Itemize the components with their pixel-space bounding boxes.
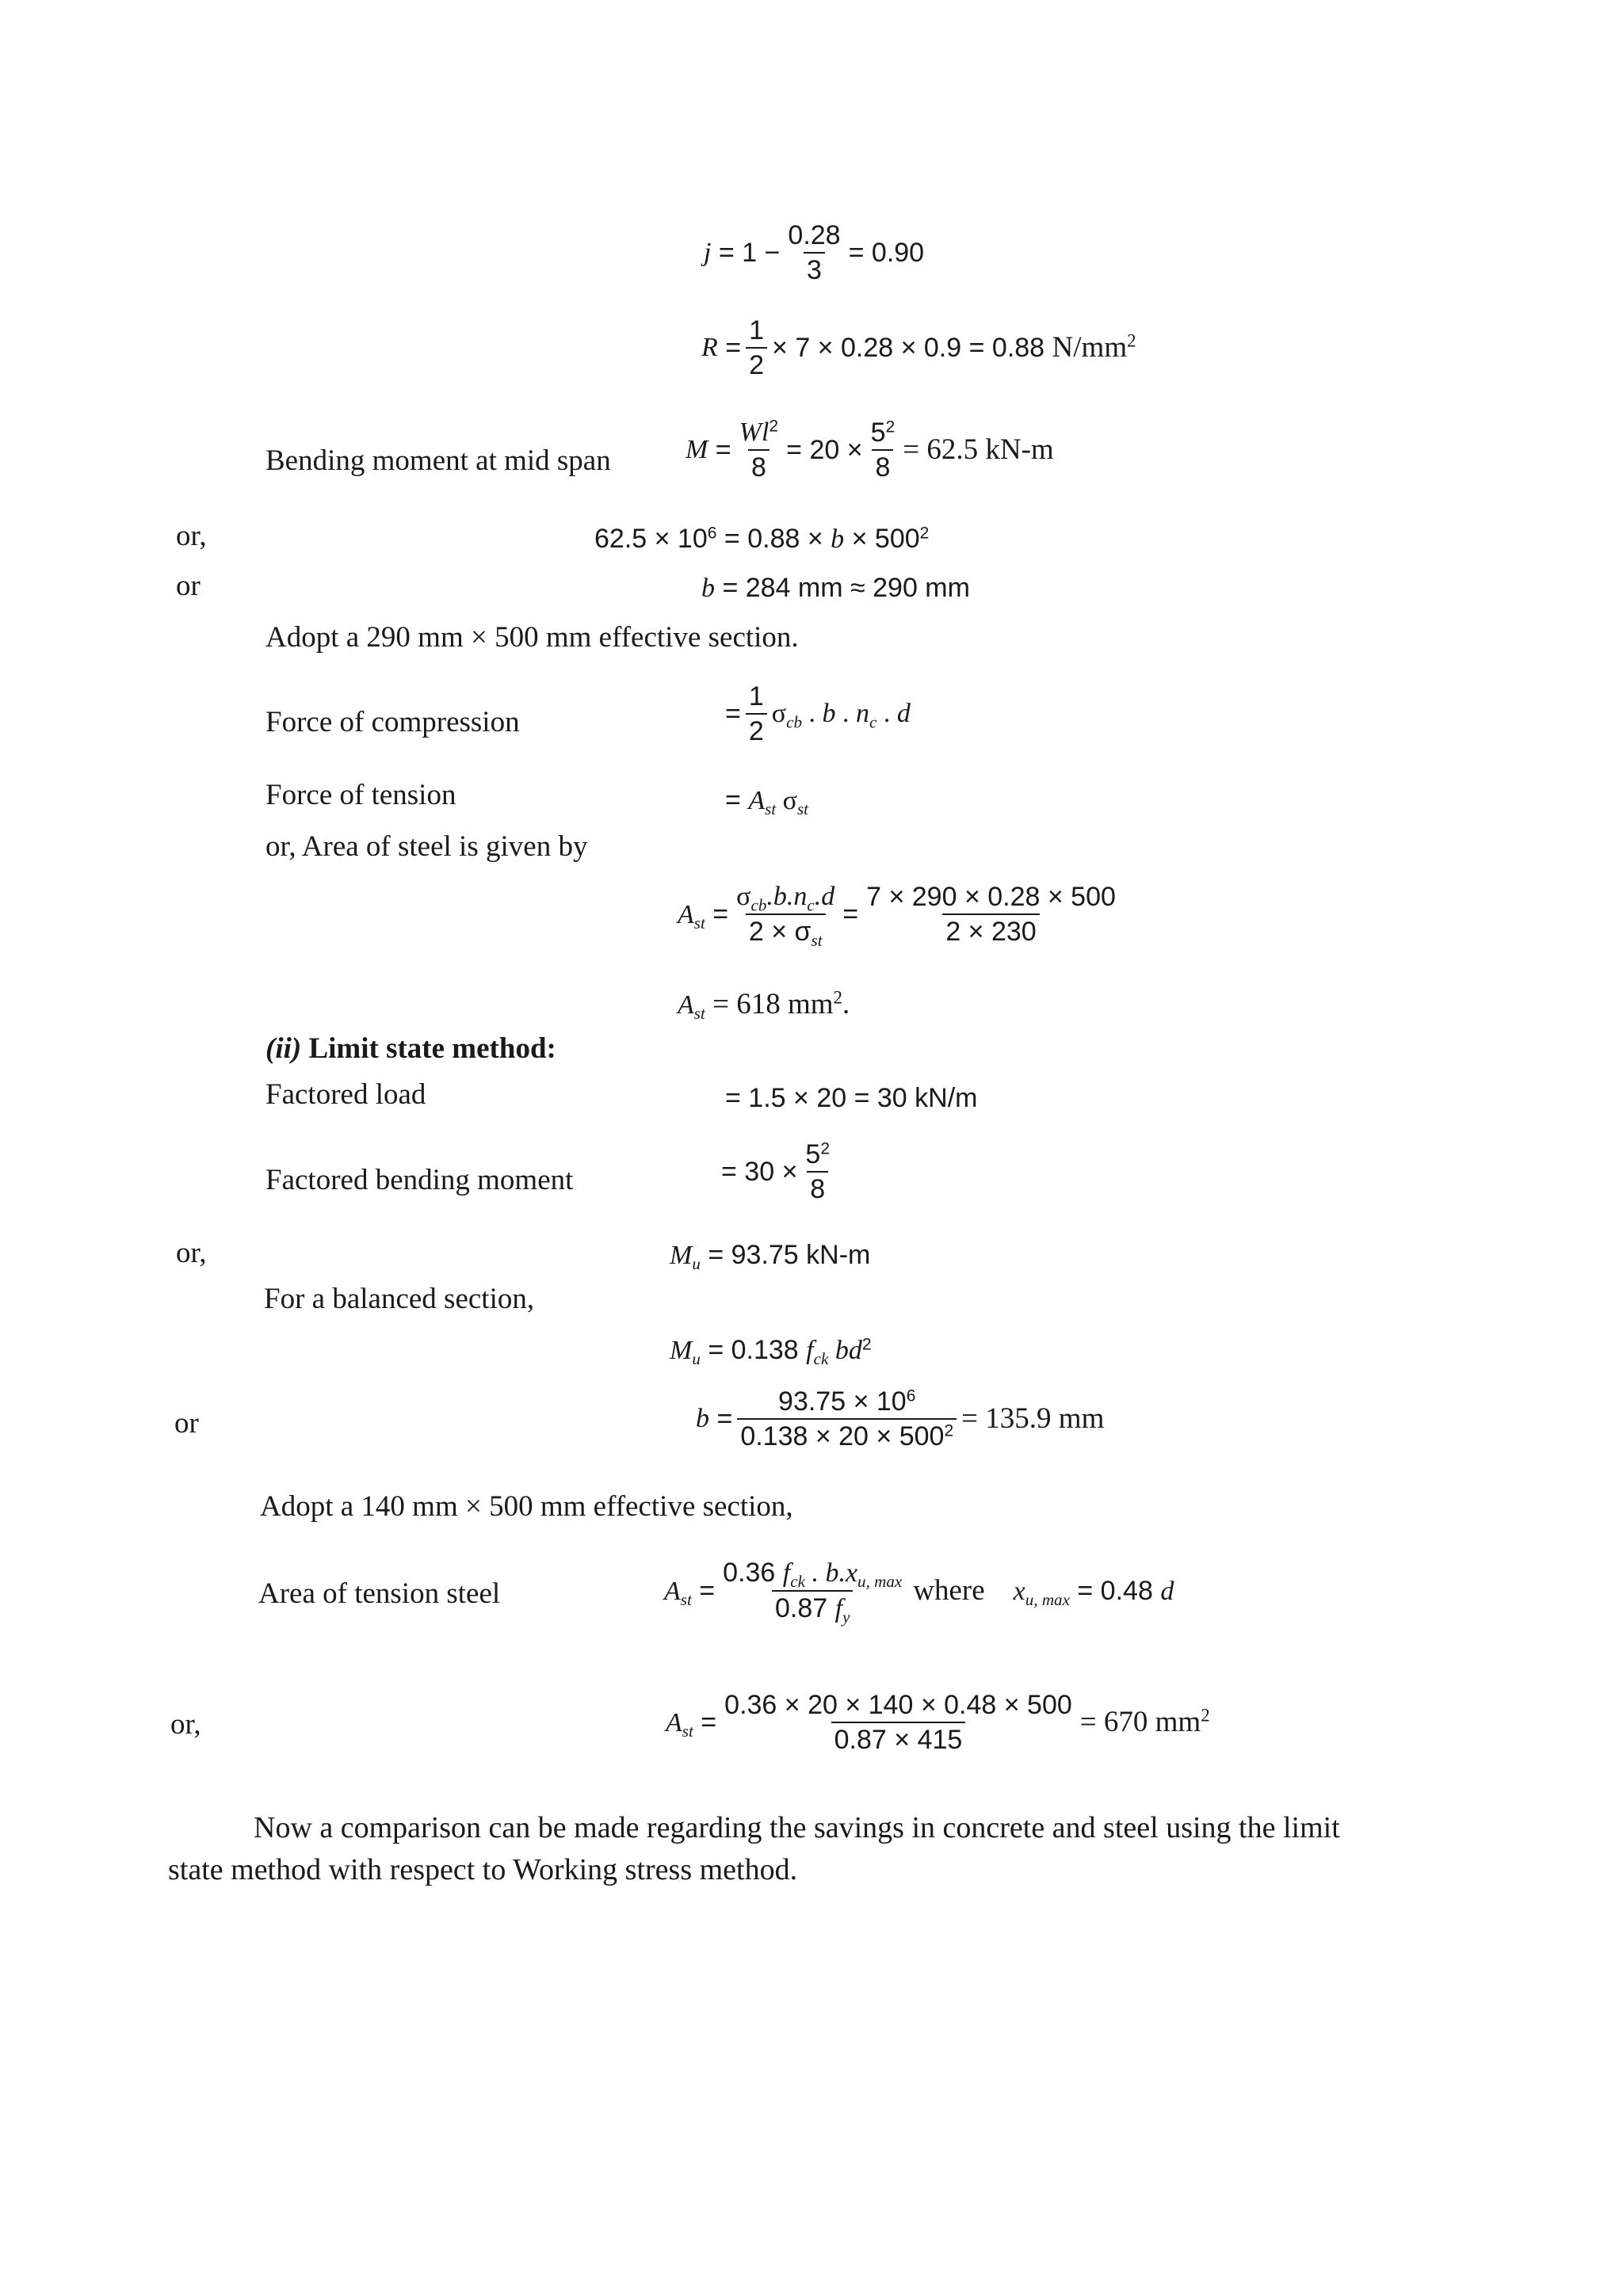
eq-sign: = — [716, 1404, 733, 1434]
sigma: σ — [776, 786, 797, 815]
subscript: st — [693, 1004, 705, 1024]
numerator: 1 — [748, 681, 764, 711]
numerator — [720, 1559, 905, 1590]
superscript: 2 — [769, 417, 779, 436]
adopt-section-140: Adopt a 140 mm × 500 mm effective section, — [260, 1490, 793, 1523]
subscript: st — [682, 1721, 693, 1741]
equation-force-compression — [725, 683, 911, 745]
subscript: st — [765, 799, 777, 819]
eq-part: .b.n — [766, 882, 808, 911]
num-text: 0.36 — [723, 1558, 783, 1588]
eq-result: = 135.9 mm — [961, 1402, 1105, 1435]
eq-part: = 20 × — [786, 434, 863, 465]
eq-sign: = — [842, 899, 859, 929]
num-text: 93.75 × 10 — [778, 1386, 907, 1417]
denominator — [746, 913, 826, 951]
denominator: 2 — [746, 713, 767, 745]
or-label: or, — [176, 1237, 207, 1269]
fraction — [863, 883, 1119, 945]
denominator: 8 — [748, 449, 769, 481]
eq-result: = 62.5 kN-m — [903, 433, 1054, 466]
numerator — [733, 883, 838, 913]
numerator — [802, 1141, 833, 1171]
fraction — [868, 419, 899, 481]
fraction — [746, 683, 767, 745]
conclusion-line-1: Now a comparison can be made regarding the savings in concrete and steel using the limit — [254, 1811, 1340, 1844]
equation-bending-moment — [685, 418, 1054, 481]
equation-factored-load: = 1.5 × 20 = 30 kN/m — [725, 1083, 978, 1113]
or-label: or, — [170, 1708, 201, 1741]
balanced-section-label: For a balanced section, — [264, 1283, 535, 1315]
equation-mu-93 — [670, 1238, 870, 1273]
var-f: f — [782, 1558, 791, 1588]
eq-part: . b.x — [804, 1558, 858, 1588]
eq-sign: = — [725, 333, 742, 363]
numerator: 1 — [749, 315, 765, 345]
numerator: 0.28 — [788, 220, 841, 250]
var-A: A — [678, 990, 694, 1020]
x-umax-condition — [1014, 1573, 1174, 1609]
subscript: st — [693, 913, 705, 933]
eq-part: = 284 mm ≈ 290 mm — [715, 573, 970, 603]
eq-part: 62.5 × 10 — [594, 524, 708, 554]
superscript: 2 — [833, 987, 842, 1008]
denominator: 0.87 × 415 — [831, 1722, 966, 1753]
subscript: cb — [786, 712, 803, 732]
equation-R — [701, 317, 1136, 379]
numerator: 7 × 290 × 0.28 × 500 — [866, 882, 1116, 912]
eq-sign: = — [725, 699, 741, 729]
fraction — [736, 418, 782, 481]
denominator — [772, 1590, 853, 1627]
equation-ast-limit-state — [664, 1558, 1174, 1627]
denominator — [737, 1418, 957, 1450]
superscript: 6 — [707, 524, 717, 543]
subscript: u, max — [1025, 1589, 1070, 1609]
var-f: f — [806, 1336, 814, 1365]
denominator: 2 × 230 — [942, 913, 1039, 945]
bending-moment-label: Bending moment at mid span — [265, 444, 611, 477]
adopt-section-290: Adopt a 290 mm × 500 mm effective section. — [265, 621, 799, 654]
var-d: d — [1160, 1576, 1174, 1606]
eq-part: = 0.88 × — [716, 524, 831, 554]
lhs — [678, 897, 705, 933]
section-title: Limit state method: — [301, 1032, 556, 1065]
var-R: R — [701, 333, 718, 362]
result-text: = 670 mm — [1079, 1706, 1201, 1738]
eq-sign: = — [699, 1576, 716, 1606]
var-M: M — [670, 1336, 693, 1365]
eq-part: = 30 × — [721, 1157, 798, 1187]
subscript: ck — [790, 1572, 805, 1592]
force-tension-label: Force of tension — [265, 779, 456, 811]
numerator — [736, 418, 782, 449]
denominator: 3 — [804, 252, 825, 284]
conclusion-line-2: state method with respect to Working stress method. — [168, 1853, 798, 1886]
equation-b-width — [701, 570, 970, 606]
subscript: u, max — [857, 1572, 903, 1592]
subscript: cb — [750, 895, 767, 915]
equation-ast-618 — [678, 987, 850, 1023]
var-b: b — [701, 574, 715, 603]
denominator: 8 — [807, 1171, 828, 1203]
limit-state-heading — [265, 1032, 556, 1066]
superscript: 2 — [919, 524, 930, 543]
subscript: u — [692, 1349, 701, 1369]
superscript: 2 — [861, 1335, 872, 1354]
eq-part: = 93.75 kN-m — [700, 1240, 871, 1270]
num-text: 5 — [805, 1139, 821, 1169]
lhs — [666, 1705, 693, 1741]
subscript: y — [842, 1608, 850, 1627]
superscript: 2 — [1127, 330, 1136, 351]
den-text: 2 × σ — [748, 917, 812, 947]
fraction — [721, 1691, 1075, 1753]
expression — [772, 696, 911, 731]
equation-ast-670 — [666, 1691, 1210, 1753]
equation-ast-working-stress — [678, 882, 1124, 951]
fraction — [802, 1141, 833, 1203]
sigma: σ — [771, 699, 787, 728]
factored-load-label: Factored load — [265, 1078, 426, 1111]
superscript: 2 — [885, 417, 896, 436]
eq-result: = 0.90 — [848, 238, 925, 268]
numerator — [775, 1388, 918, 1418]
equation-b-balanced — [696, 1388, 1104, 1450]
var-A: A — [748, 786, 766, 815]
section-number: (ii) — [265, 1032, 302, 1065]
var-j: j — [704, 238, 712, 267]
denominator: 2 — [746, 347, 767, 379]
where-label: where — [913, 1574, 985, 1607]
sigma: σ — [736, 882, 751, 911]
eq-sign: = — [701, 1707, 717, 1737]
eq-part: = 0.138 — [700, 1335, 807, 1365]
fraction — [720, 1558, 905, 1627]
subscript: st — [811, 931, 823, 951]
area-tension-steel-label: Area of tension steel — [258, 1577, 501, 1610]
subscript: c — [869, 712, 877, 732]
var-A: A — [664, 1576, 681, 1606]
or-label: or — [174, 1407, 199, 1440]
subscript: ck — [813, 1349, 829, 1369]
var-b: b — [696, 1404, 709, 1433]
equation-mu-balanced — [670, 1333, 872, 1368]
fraction — [737, 1388, 957, 1450]
fraction — [746, 317, 767, 379]
result — [705, 988, 850, 1020]
equation-force-tension — [725, 783, 808, 818]
force-compression-label: Force of compression — [265, 706, 520, 738]
numerator: 0.36 × 20 × 140 × 0.48 × 500 — [724, 1690, 1072, 1720]
eq-part: . — [876, 699, 897, 728]
eq-part: × 500 — [844, 524, 920, 554]
unit — [1052, 330, 1136, 365]
eq-part: = 618 mm — [705, 988, 834, 1020]
eq-part: . — [802, 699, 823, 728]
var-A: A — [666, 1707, 682, 1737]
numerator — [868, 419, 899, 449]
subscript: st — [680, 1589, 692, 1609]
equation-factored-bending-moment — [721, 1141, 838, 1203]
subscript: u — [692, 1254, 701, 1274]
var-x: x — [1013, 1576, 1025, 1606]
area-of-steel-label: or, Area of steel is given by — [265, 830, 588, 863]
eq-sign: = — [715, 434, 731, 465]
fraction — [785, 222, 843, 284]
equation-moment-capacity — [594, 521, 929, 557]
period: . — [842, 988, 850, 1020]
or-label: or — [176, 570, 200, 602]
superscript: 2 — [820, 1139, 831, 1158]
den-text: 0.87 — [774, 1593, 835, 1623]
factored-bending-moment-label: Factored bending moment — [265, 1164, 574, 1196]
eq-part: = 1 − — [718, 238, 781, 268]
var-d: d — [896, 699, 911, 728]
eq-part: . — [835, 699, 857, 728]
num-text: 5 — [870, 417, 886, 448]
fraction — [733, 882, 838, 951]
lhs — [664, 1573, 692, 1609]
subscript: c — [807, 895, 815, 915]
eq-sign: = — [725, 785, 749, 815]
var-M: M — [670, 1241, 693, 1270]
denominator: 8 — [872, 449, 893, 481]
den-text: 0.138 × 20 × 500 — [740, 1421, 945, 1451]
var-b: b — [831, 524, 845, 554]
superscript: 2 — [944, 1421, 954, 1440]
subscript: st — [796, 799, 809, 819]
eq-part: × 7 × 0.28 × 0.9 = 0.88 — [772, 333, 1045, 363]
var-A: A — [678, 899, 694, 929]
eq-part: = 0.48 — [1069, 1575, 1161, 1606]
unit-text: N/mm — [1052, 331, 1128, 364]
superscript: 6 — [906, 1386, 916, 1405]
eq-result — [1080, 1705, 1210, 1740]
var-n: n — [856, 699, 870, 728]
superscript: 2 — [1201, 1705, 1210, 1726]
var-f: f — [834, 1594, 843, 1623]
var-Wl: Wl — [739, 418, 769, 447]
eq-sign: = — [712, 899, 729, 929]
eq-part: .d — [814, 882, 835, 911]
eq-part: bd — [828, 1336, 862, 1365]
equation-j — [704, 222, 924, 284]
or-label: or, — [176, 520, 207, 552]
var-M: M — [685, 434, 708, 464]
var-b: b — [822, 699, 836, 728]
